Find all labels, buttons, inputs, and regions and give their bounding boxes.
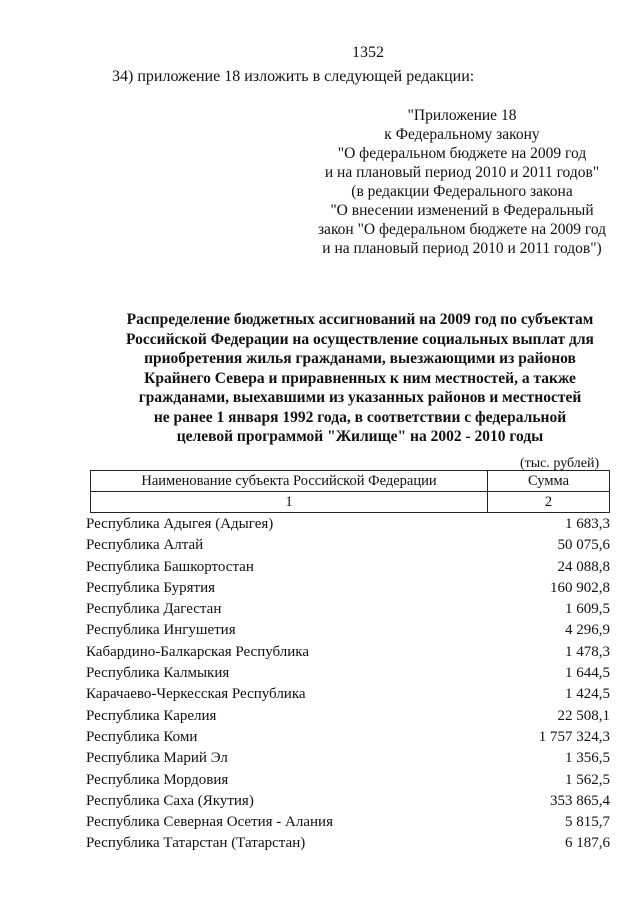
title-line: Крайнего Севера и приравненных к ним местностей, а также <box>144 369 576 387</box>
table-row <box>86 791 610 812</box>
region-amount: 1 562,5 <box>565 771 610 788</box>
region-amount: 1 644,5 <box>565 665 610 682</box>
region-amount: 1 757 324,3 <box>538 728 610 745</box>
appendix-line: (в редакции Федерального закона <box>351 183 573 200</box>
table-row <box>86 663 610 684</box>
region-name: Республика Северная Осетия - Алания <box>86 814 333 831</box>
table-row <box>86 770 610 791</box>
column-header-amount: Сумма <box>488 471 610 492</box>
title-line: Российской Федерации на осуществление социальных выплат для <box>126 330 594 348</box>
region-amount: 50 075,6 <box>557 537 610 554</box>
table-row <box>86 748 610 769</box>
appendix-header <box>306 106 618 258</box>
amendment-intro: 34) приложение 18 изложить в следующей редакции: <box>112 68 475 85</box>
appendix-line: к Федеральному закону <box>384 126 540 143</box>
region-name: Республика Дагестан <box>86 601 222 618</box>
region-amount: 22 508,1 <box>557 707 610 724</box>
column-number-2: 2 <box>488 492 610 513</box>
region-name: Республика Алтай <box>86 537 204 554</box>
region-name: Республика Коми <box>86 728 198 745</box>
region-name: Республика Марий Эл <box>86 750 228 767</box>
table-header <box>90 470 610 513</box>
table-body <box>86 514 610 855</box>
table-row <box>86 706 610 727</box>
appendix-line: "О внесении изменений в Федеральный <box>330 202 594 219</box>
region-amount: 1 609,5 <box>565 601 610 618</box>
table-row <box>86 642 610 663</box>
region-amount: 1 424,5 <box>565 686 610 703</box>
region-name: Республика Ингушетия <box>86 622 236 639</box>
region-amount: 5 815,7 <box>565 814 610 831</box>
title-line: Распределение бюджетных ассигнований на 2009 год по субъектам <box>126 311 594 328</box>
region-name: Республика Адыгея (Адыгея) <box>86 516 274 532</box>
appendix-line: закон "О федеральном бюджете на 2009 год <box>317 221 607 238</box>
column-number-1: 1 <box>91 492 488 513</box>
title-line: не ранее 1 января 1992 года, в соответствии с федеральной <box>153 408 567 426</box>
region-amount: 24 088,8 <box>557 558 610 575</box>
page-number: 1352 <box>352 44 384 61</box>
region-amount: 1 356,5 <box>565 750 610 767</box>
appendix-line: и на плановый период 2010 и 2011 годов" <box>324 164 600 181</box>
units-label: (тыс. рублей) <box>520 456 600 471</box>
appendix-line: и на плановый период 2010 и 2011 годов") <box>322 240 602 257</box>
region-name: Республика Мордовия <box>86 771 229 788</box>
title-line: приобретения жилья гражданами, выезжающими из районов <box>144 350 576 367</box>
appendix-line: "О федеральном бюджете на 2009 год <box>337 145 587 162</box>
table-row <box>86 557 610 578</box>
region-name: Республика Бурятия <box>86 579 216 596</box>
region-name: Республика Саха (Якутия) <box>86 792 254 809</box>
region-name: Кабардино-Балкарская Республика <box>86 643 310 660</box>
region-name: Республика Калмыкия <box>86 665 230 682</box>
table-row <box>86 578 610 599</box>
table-row <box>86 833 610 854</box>
column-header-name: Наименование субъекта Российской Федерации <box>91 471 488 492</box>
title-line: гражданами, выехавшими из указанных районов и местностей <box>138 389 582 406</box>
region-name: Карачаево-Черкесская Республика <box>86 686 306 703</box>
region-amount: 1 478,3 <box>565 643 610 660</box>
appendix-line: "Приложение 18 <box>407 107 517 124</box>
table-row <box>86 599 610 620</box>
document-title <box>96 310 624 447</box>
table-row <box>86 684 610 705</box>
region-amount: 4 296,9 <box>565 622 610 639</box>
region-amount: 160 902,8 <box>550 579 610 596</box>
title-line: целевой программой "Жилище" на 2002 - 2010 годы <box>176 428 544 445</box>
region-name: Республика Башкортостан <box>86 558 254 575</box>
region-name: Республика Карелия <box>86 707 217 724</box>
table-row <box>86 620 610 641</box>
table-row <box>86 535 610 556</box>
region-name: Республика Татарстан (Татарстан) <box>86 835 306 852</box>
table-row <box>86 727 610 748</box>
region-amount: 353 865,4 <box>550 792 610 809</box>
region-amount: 6 187,6 <box>565 835 610 852</box>
region-amount: 1 683,3 <box>565 516 610 532</box>
table-row <box>86 514 610 535</box>
table-row <box>86 812 610 833</box>
